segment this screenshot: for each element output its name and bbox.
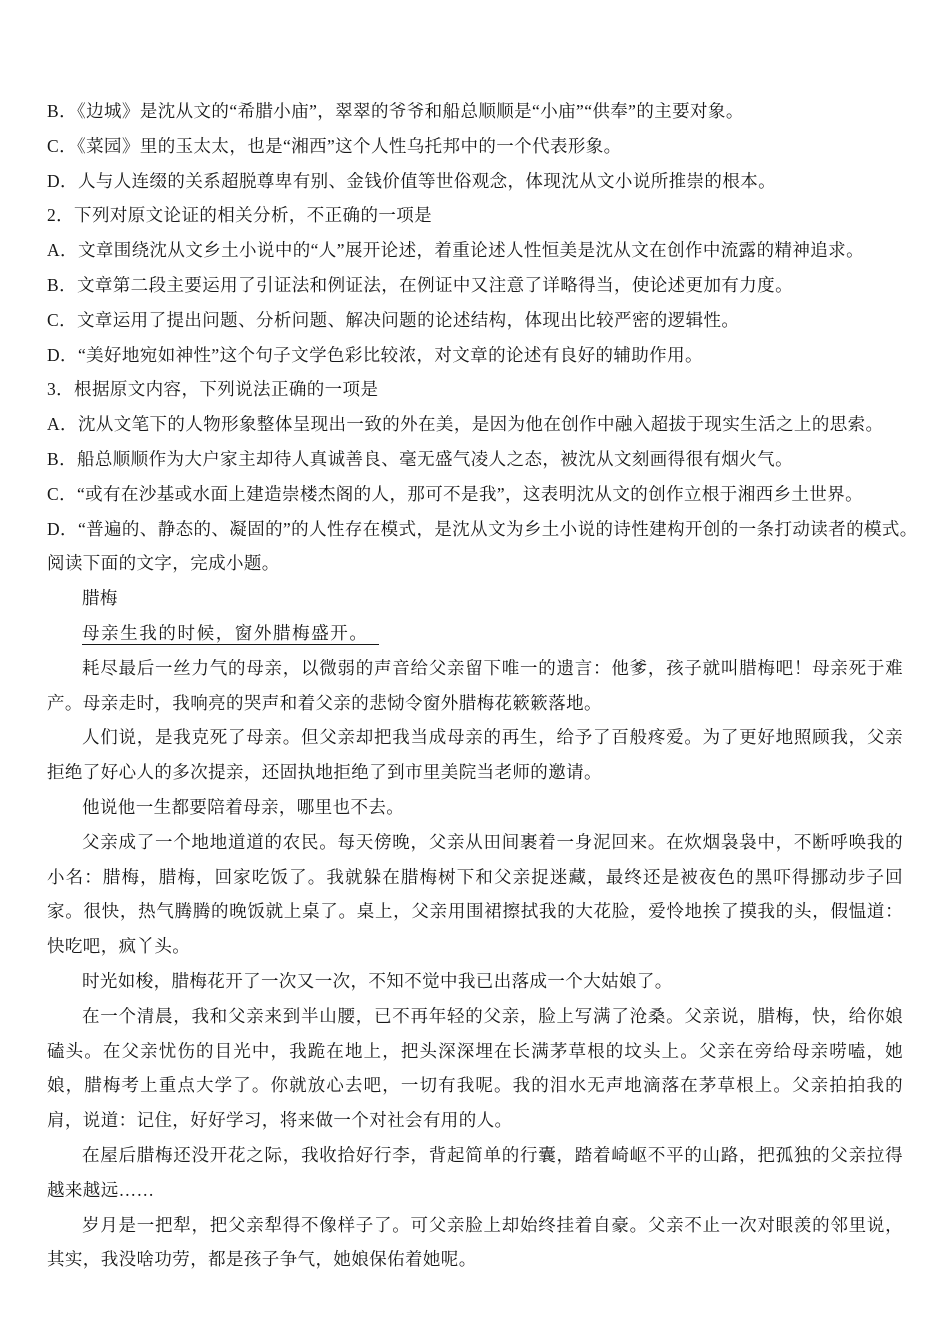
passage-paragraph-5: 时光如梭，腊梅花开了一次又一次，不知不觉中我已出落成一个大姑娘了。 (82, 970, 673, 991)
q2-option-b: B．文章第二段主要运用了引证法和例证法，在例证中又注意了详略得当，使论述更加有力度。 (47, 274, 793, 295)
question-3-block (47, 372, 918, 546)
passage-paragraph-8: 岁月是一把犁，把父亲犁得不像样子了。可父亲脸上却始终挂着自豪。父亲不止一次对眼羡的邻里说，其实，我没啥功劳，都是孩子争气，她娘保佑着她呢。 (47, 1214, 903, 1270)
q1-option-d: D．人与人连缀的关系超脱尊卑有别、金钱价值等世俗观念，体现沈从文小说所推崇的根本。 (47, 170, 777, 191)
q1-option-b: B．《边城》是沈从文的“希腊小庙”，翠翠的爷爷和船总顺顺是“小庙”“供奉”的主要对象。 (47, 101, 744, 121)
passage-paragraph-4: 父亲成了一个地地道道的农民。每天傍晚，父亲从田间裹着一身泥回来。在炊烟袅袅中，不断呼唤我的小名：腊梅，腊梅，回家吃饭了。我就躲在腊梅树下和父亲捉迷藏，最终还是被夜色的黑吓得挪动步子回家。很快，热气腾腾的晚饭就上桌了。桌上，父亲用围裙擦拭我的大花脸，爱怜地挨了摸我的头，假愠道：快吃吧，疯丫头。 (47, 831, 903, 957)
q2-option-c: C．文章运用了提出问题、分析问题、解决问题的论述结构，体现出比较严密的逻辑性。 (47, 309, 740, 330)
passage-lead-sentence (47, 616, 903, 651)
q3-option-b: B．船总顺顺作为大户家主却待人真诚善良、毫无盛气凌人之态，被沈从文刻画得很有烟火气。 (47, 448, 793, 469)
q1-option-c: C．《菜园》里的玉太太，也是“湘西”这个人性乌托邦中的一个代表形象。 (47, 135, 622, 156)
passage-paragraph-7: 在屋后腊梅还没开花之际，我收拾好行李，背起简单的行囊，踏着崎岖不平的山路，把孤独的父亲拉得越来越远…… (47, 1144, 903, 1200)
reading-passage (47, 546, 903, 1277)
q3-option-c: C．“或有在沙基或水面上建造崇楼杰阁的人，那可不是我”，这表明沈从文的创作立根于湘西乡土世界。 (47, 483, 864, 504)
q2-option-a: A．文章围绕沈从文乡土小说中的“人”展开论述，着重论述人性恒美是沈从文在创作中流露的精神追求。 (47, 240, 864, 261)
question-2-block (47, 198, 903, 372)
q2-option-d: D．“美好地宛如神性”这个句子文学色彩比较浓，对文章的论述有良好的辅助作用。 (47, 344, 703, 365)
passage-paragraph-2: 人们说，是我克死了母亲。但父亲却把我当成母亲的再生，给予了百般疼爱。为了更好地照顾我，父亲拒绝了好心人的多次提亲，还固执地拒绝了到市里美院当老师的邀请。 (47, 727, 903, 783)
passage-paragraph-1: 耗尽最后一丝力气的母亲，以微弱的声音给父亲留下唯一的遗言：他爹，孩子就叫腊梅吧！母亲死于难产。母亲走时，我响亮的哭声和着父亲的悲恸令窗外腊梅花簌簌落地。 (47, 657, 903, 713)
passage-paragraph-3: 他说他一生都要陪着母亲，哪里也不去。 (82, 796, 405, 817)
q2-stem: 2．下列对原文论证的相关分析，不正确的一项是 (47, 205, 433, 226)
passage-paragraph-6: 在一个清晨，我和父亲来到半山腰，已不再年轻的父亲，脸上写满了沧桑。父亲说，腊梅，快，给你娘磕头。在父亲忧伤的目光中，我跪在地上，把头深深埋在长满茅草根的坟头上。父亲在旁给母亲唠嗑，她娘，腊梅考上重点大学了。你就放心去吧，一切有我呢。我的泪水无声地滴落在茅草根上。父亲拍拍我的肩，说道：记住，好好学习，将来做一个对社会有用的人。 (47, 1005, 903, 1131)
question-1-options-block (47, 94, 903, 198)
passage-lead-underlined-text: 母亲生我的时候，窗外腊梅盛开。 (82, 623, 379, 645)
q3-option-d: D．“普遍的、静态的、凝固的”的人性存在模式，是沈从文为乡土小说的诗性建构开创的一条打动读者的模式。 (47, 518, 918, 539)
passage-title: 腊梅 (82, 588, 118, 609)
reading-instruction: 阅读下面的文字，完成小题。 (47, 553, 280, 574)
q3-stem: 3．根据原文内容，下列说法正确的一项是 (47, 379, 379, 400)
q3-option-a: A．沈从文笔下的人物形象整体呈现出一致的外在美，是因为他在创作中融入超拔于现实生活之上的思索。 (47, 414, 884, 435)
